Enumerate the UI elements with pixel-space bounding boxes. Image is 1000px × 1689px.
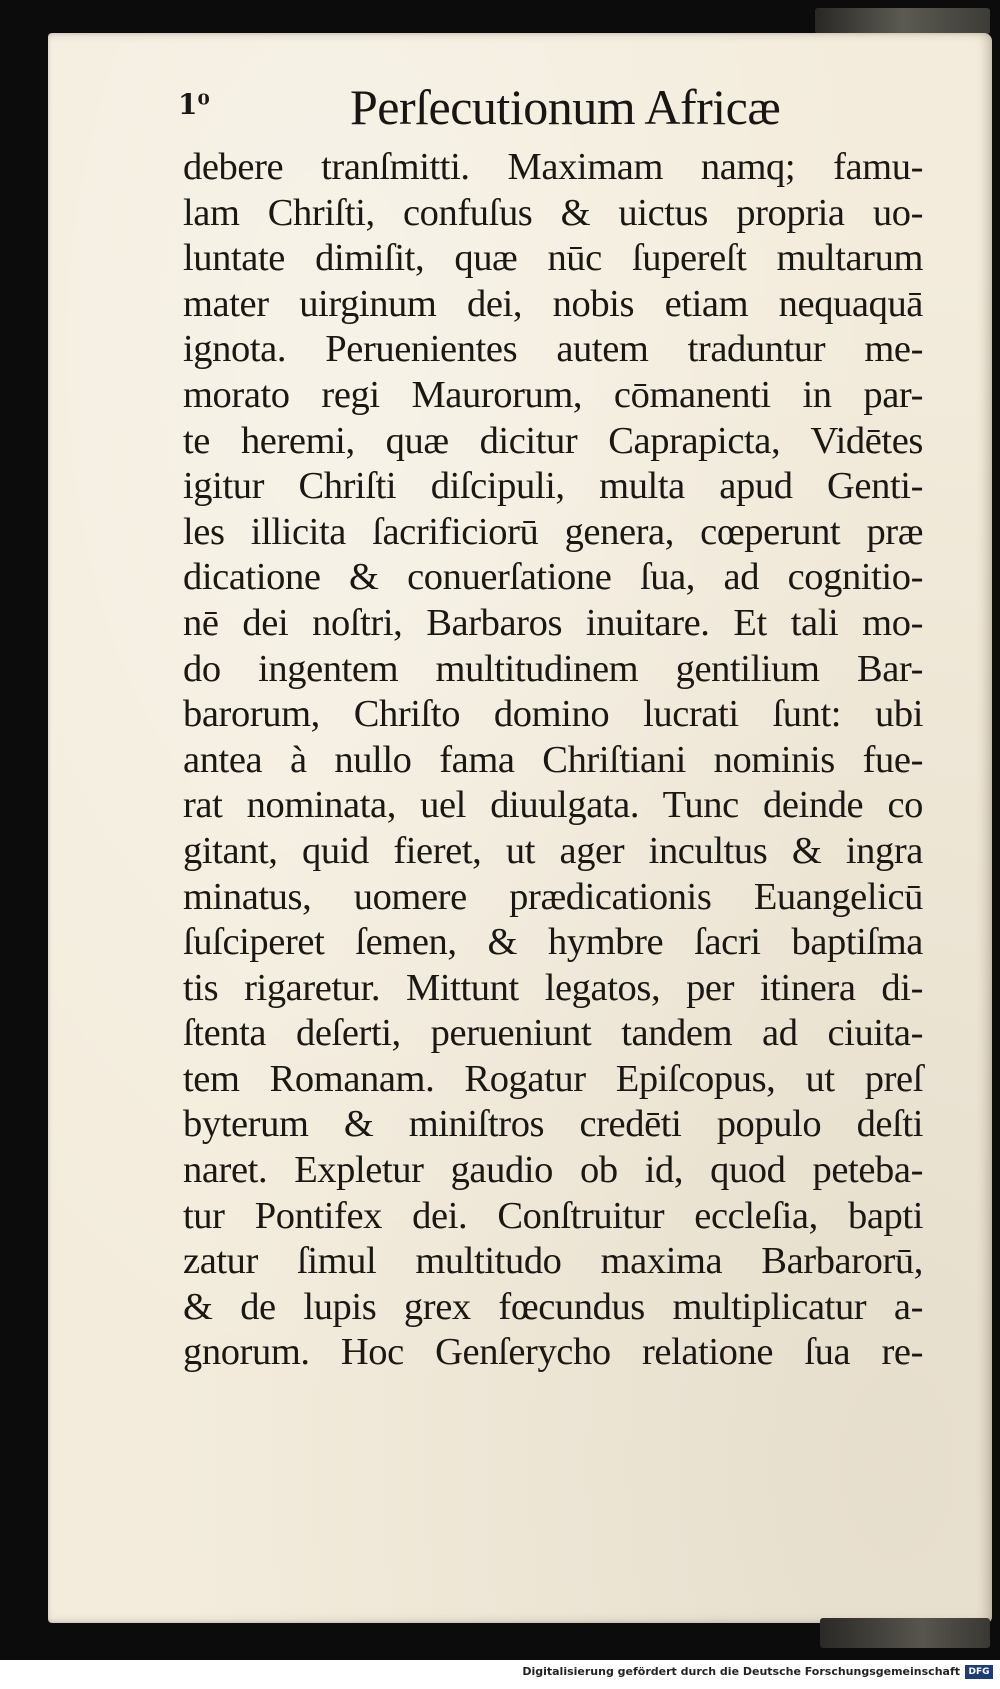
text-line: ſuſciperet ſemen, & hymbre ſacri baptiſma xyxy=(183,921,923,964)
text-line: lam Chriſti, confuſus & uictus propria uo- xyxy=(183,191,923,234)
text-line: igitur Chriſti diſcipuli, multa apud Genti- xyxy=(183,465,923,508)
text-line: tem Romanam. Rogatur Epiſcopus, ut preſ xyxy=(183,1057,923,1100)
text-line: ſtenta deſerti, perueniunt tandem ad ciuita- xyxy=(183,1012,923,1055)
text-line: rat nominata, uel diuulgata. Tunc deinde co xyxy=(183,784,923,827)
text-line: & de lupis grex fœcundus multiplicatur a- xyxy=(183,1285,923,1328)
text-line: byterum & miniſtros credēti populo deſti xyxy=(183,1103,923,1146)
text-line: luntate dimiſit, quæ nūc ſupereſt multarum xyxy=(183,237,923,280)
text-line: les illicita ſacrificiorū genera, cœperunt præ xyxy=(183,510,923,553)
text-line: do ingentem multitudinem gentilium Bar- xyxy=(183,647,923,690)
dfg-logo: DFG xyxy=(965,1665,993,1679)
text-line: morato regi Maurorum, cōmanenti in par- xyxy=(183,373,923,416)
text-line: gnorum. Hoc Genſerycho relatione ſua re- xyxy=(183,1331,923,1374)
text-line: mater uirginum dei, nobis etiam nequaquā xyxy=(183,282,923,325)
text-line: barorum, Chriſto domino lucrati ſunt: ubi xyxy=(183,693,923,736)
text-line: zatur ſimul multitudo maxima Barbarorū, xyxy=(183,1240,923,1283)
page-number: 1⁰ xyxy=(178,88,210,121)
text-line: naret. Expletur gaudio ob id, quod peteba- xyxy=(183,1149,923,1192)
text-line: minatus, uomere prædicationis Euangelicū xyxy=(183,875,923,918)
text-line: te heremi, quæ dicitur Caprapicta, Vidētes xyxy=(183,419,923,462)
text-line: antea à nullo fama Chriſtiani nominis fue- xyxy=(183,738,923,781)
body-text xyxy=(183,145,923,1376)
digitization-credit: Digitalisierung gefördert durch die Deutsche Forschungsgemeinschaft xyxy=(522,1665,960,1678)
book-edge-bottom xyxy=(820,1618,990,1648)
text-line: gitant, quid fieret, ut ager incultus & ingra xyxy=(183,829,923,872)
text-line: tur Pontifex dei. Conſtruitur eccleſia, bapti xyxy=(183,1194,923,1237)
text-line: nē dei noſtri, Barbaros inuitare. Et tali mo- xyxy=(183,601,923,644)
text-line: dicatione & conuerſatione ſua, ad cognitio- xyxy=(183,556,923,599)
text-line: debere tranſmitti. Maximam namq; famu- xyxy=(183,146,923,188)
running-head: Perſecutionum Africæ xyxy=(350,79,781,135)
book-edge-top xyxy=(815,8,990,34)
text-line: ignota. Peruenientes autem traduntur me- xyxy=(183,328,923,371)
text-line: tis rigaretur. Mittunt legatos, per itinera di- xyxy=(183,966,923,1009)
